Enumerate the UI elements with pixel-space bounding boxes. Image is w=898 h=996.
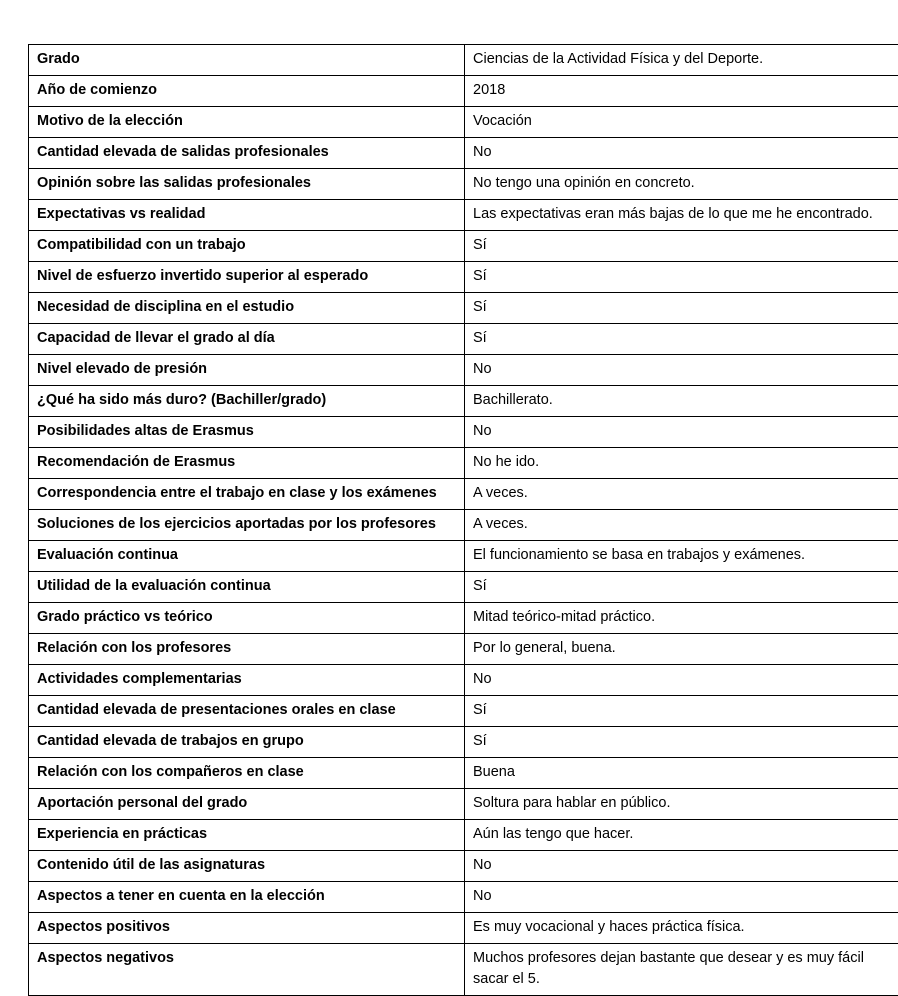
row-value: Sí [465, 727, 898, 758]
row-label: Cantidad elevada de trabajos en grupo [29, 727, 465, 758]
row-value: Ciencias de la Actividad Física y del Deporte. [465, 45, 898, 76]
row-label: Opinión sobre las salidas profesionales [29, 169, 465, 200]
row-label: Necesidad de disciplina en el estudio [29, 293, 465, 324]
row-label: Nivel de esfuerzo invertido superior al esperado [29, 262, 465, 293]
row-label: Posibilidades altas de Erasmus [29, 417, 465, 448]
row-label: Capacidad de llevar el grado al día [29, 324, 465, 355]
row-label: Correspondencia entre el trabajo en clase y los exámenes [29, 479, 465, 510]
table-row [29, 603, 898, 634]
table-row [29, 45, 898, 76]
row-value: Soltura para hablar en público. [465, 789, 898, 820]
row-label: Motivo de la elección [29, 107, 465, 138]
table-row [29, 107, 898, 138]
row-value: Muchos profesores dejan bastante que desear y es muy fácil sacar el 5. [465, 944, 898, 996]
table-row [29, 138, 898, 169]
row-label: Actividades complementarias [29, 665, 465, 696]
table-row [29, 324, 898, 355]
row-label: Aspectos positivos [29, 913, 465, 944]
table-row [29, 696, 898, 727]
table-row [29, 541, 898, 572]
row-label: Grado [29, 45, 465, 76]
row-value: Mitad teórico-mitad práctico. [465, 603, 898, 634]
row-label: Compatibilidad con un trabajo [29, 231, 465, 262]
row-label: Grado práctico vs teórico [29, 603, 465, 634]
table-row [29, 789, 898, 820]
table-row [29, 727, 898, 758]
row-label: Cantidad elevada de presentaciones orales en clase [29, 696, 465, 727]
row-value: Sí [465, 293, 898, 324]
table-row [29, 758, 898, 789]
row-value: No [465, 882, 898, 913]
table-row [29, 76, 898, 107]
table-row [29, 665, 898, 696]
row-value: No tengo una opinión en concreto. [465, 169, 898, 200]
survey-table [28, 44, 898, 996]
row-value: No he ido. [465, 448, 898, 479]
table-row [29, 262, 898, 293]
table-row [29, 913, 898, 944]
row-label: Relación con los compañeros en clase [29, 758, 465, 789]
row-value: No [465, 138, 898, 169]
table-row [29, 851, 898, 882]
row-value: No [465, 355, 898, 386]
table-row [29, 572, 898, 603]
row-value: Sí [465, 696, 898, 727]
row-label: ¿Qué ha sido más duro? (Bachiller/grado) [29, 386, 465, 417]
row-value: Bachillerato. [465, 386, 898, 417]
table-row [29, 634, 898, 665]
row-label: Experiencia en prácticas [29, 820, 465, 851]
row-label: Cantidad elevada de salidas profesionales [29, 138, 465, 169]
table-row [29, 386, 898, 417]
row-label: Nivel elevado de presión [29, 355, 465, 386]
table-row [29, 355, 898, 386]
table-row [29, 231, 898, 262]
table-row [29, 417, 898, 448]
row-value: Las expectativas eran más bajas de lo que me he encontrado. [465, 200, 898, 231]
row-value: No [465, 665, 898, 696]
row-value: Sí [465, 231, 898, 262]
row-value: 2018 [465, 76, 898, 107]
row-label: Contenido útil de las asignaturas [29, 851, 465, 882]
row-label: Expectativas vs realidad [29, 200, 465, 231]
row-label: Recomendación de Erasmus [29, 448, 465, 479]
row-value: No [465, 851, 898, 882]
table-row [29, 479, 898, 510]
table-row [29, 448, 898, 479]
row-label: Aspectos a tener en cuenta en la elección [29, 882, 465, 913]
row-value: No [465, 417, 898, 448]
table-row [29, 293, 898, 324]
row-label: Evaluación continua [29, 541, 465, 572]
row-value: Sí [465, 572, 898, 603]
table-row [29, 200, 898, 231]
row-value: Buena [465, 758, 898, 789]
row-value: A veces. [465, 479, 898, 510]
row-label: Utilidad de la evaluación continua [29, 572, 465, 603]
row-value: El funcionamiento se basa en trabajos y exámenes. [465, 541, 898, 572]
row-label: Aspectos negativos [29, 944, 465, 996]
row-value: Sí [465, 262, 898, 293]
table-row [29, 820, 898, 851]
table-row [29, 944, 898, 996]
row-value: Por lo general, buena. [465, 634, 898, 665]
row-label: Soluciones de los ejercicios aportadas por los profesores [29, 510, 465, 541]
table-row [29, 510, 898, 541]
table-row [29, 169, 898, 200]
survey-table-body [29, 45, 898, 996]
row-value: Vocación [465, 107, 898, 138]
row-value: A veces. [465, 510, 898, 541]
row-value: Sí [465, 324, 898, 355]
row-label: Relación con los profesores [29, 634, 465, 665]
row-label: Año de comienzo [29, 76, 465, 107]
row-value: Aún las tengo que hacer. [465, 820, 898, 851]
row-value: Es muy vocacional y haces práctica física. [465, 913, 898, 944]
row-label: Aportación personal del grado [29, 789, 465, 820]
table-row [29, 882, 898, 913]
